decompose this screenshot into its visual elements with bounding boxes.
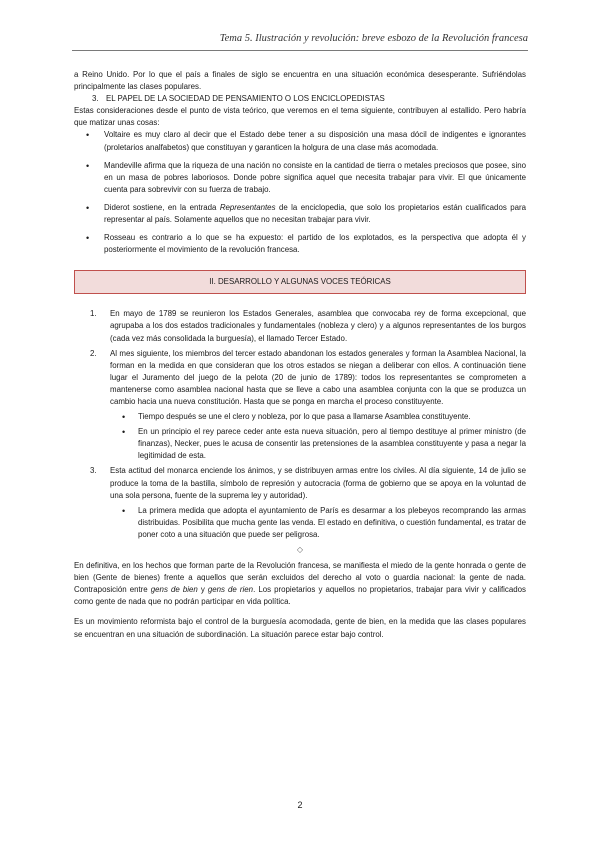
section-heading [74,93,526,105]
text-run: y [197,585,208,595]
diamond-divider: ◇ [296,545,304,554]
numbered-list [74,308,526,541]
numbered-item [90,465,526,541]
sub-list [110,411,526,462]
conclusion-paragraph [74,560,526,608]
text-run: Diderot sostiene, en la entrada [104,202,220,212]
text-run: de la enciclopedia, que solo los propietarios están cualificados para representar al país. Solamente aquellos que no necesitan trabajar para vivir. [104,202,526,225]
section-title: EL PAPEL DE LA SOCIEDAD DE PENSAMIENTO O LOS ENCICLOPEDISTAS [106,94,385,104]
running-header: Tema 5. Ilustración y revolución: breve esbozo de la Revolución francesa [219,33,528,44]
sub-list [110,505,526,541]
list-item: • Rosseau es contrario a lo que se ha expuesto: el partido de los explotados, es la perspectiva que adopta él y posteriormente el movimiento de la revolución francesa. [104,232,526,256]
closing-paragraph: Es un movimiento reformista bajo el control de la burguesía acomodada, gente de bien, en la medida que las clases populares se encuentran en una situación de subordinación. La situación parece estar bajo control. [74,617,526,639]
text-run: En definitiva, en los hechos que forman parte de la Revolución francesa, se manifiesta el miedo de la gente honrada o gente de bien (Gente de bienes) frente a aquellos que serán excluidos del derecho al voto o guardia nacional: la gente de nada. Contraposición entre [74,561,526,595]
section-intro: Estas consideraciones desde el punto de vista teórico, que veremos en el tema siguiente, contribuyen al estallido. Pero habría que matizar unas cosas: [74,106,526,128]
item-number: 3. [90,466,97,476]
list-item: • Mandeville afirma que la riqueza de una nación no consiste en la cantidad de tierra o metales preciosos que posee, sino en un masa de pobres laboriosos. Donde pobre significa aquel que necesita trabajar para vivir. El que únicamente cuenta para sobrevivir con su fuerza de trabajo. [104,160,526,196]
header-rule [72,50,528,51]
page-number: 2 [297,800,303,810]
item-text: Esta actitud del monarca enciende los ánimos, y se distribuyen armas entre los civiles. Al día siguiente, 14 de julio se produce la toma de la bastilla, símbolo de represión y autocracia (forma de gobierno que se apoya en la voluntad de una sola persona, fuente de la suprema ley y autoridad). [110,466,526,500]
numbered-item [90,348,526,463]
section-number: 3. [92,94,99,104]
list-item: • Voltaire es muy claro al decir que el Estado debe tener a su disposición una masa dócil de indigentes e ignorantes (proletarios analfabetos) que constituyan y garanticen la holgura de una clase más acomodada. [104,129,526,153]
list-item [104,202,526,226]
page-body [74,69,526,641]
enciclopedistas-list [74,129,526,256]
numbered-item [90,308,526,344]
sub-list-item: • Tiempo después se une el clero y nobleza, por lo que pasa a llamarse Asamblea constituyente. [138,411,526,423]
item-text: En mayo de 1789 se reunieron los Estados Generales, asamblea que convocaba rey de forma excepcional, que agrupaba a los dos estados tradicionales y fundamentales (nobleza y clero) y a algunos representantes de los burgos (cada vez más consolidada la burguesía), el llamado Tercer Estado. [110,309,526,343]
sub-list-item: • En un principio el rey parece ceder ante esta nueva situación, pero al tiempo destituye al primer ministro (de finanzas), Necker, pues le acusa de consentir las pretensiones de la asamblea constituyente y pasa a negar la legitimidad de esta. [138,426,526,462]
section-banner: II. DESARROLLO Y ALGUNAS VOCES TEÓRICAS [74,270,526,294]
text-run: . Los propietarios y aquellos no propietarios, trabajar para vivir y calificados como gente de nada que no podrán participar en vida política. [74,585,526,607]
item-number: 1. [90,309,97,319]
sub-list-item: • La primera medida que adopta el ayuntamiento de París es desarmar a los plebeyos recomprando las armas distribuidas. Posibilita que mucha gente las venda. El estado en definitiva, o cuestión fundamental, es tratar de poner coto a una situación que puede ser peligrosa. [138,505,526,541]
item-number: 2. [90,348,97,358]
italic-term: gens de rien [207,585,254,595]
item-text: Al mes siguiente, los miembros del tercer estado abandonan los estados generales y forman la Asamblea Nacional, la forman en la medida en que consideran que los otros estados se niegan a deliberar con ellos. A continuación tiene lugar el Juramento del juego de la pelota (20 de junio de 1789): todos los representantes se comprometen a mantenerse como asamblea nacional hasta que se lleve a cabo una asamblea conjunta con la que se produzca un cambio hacia una nueva constitución. Hasta que se ponga en marcha el proceso constituyente. [110,348,526,406]
intro-paragraph: a Reino Unido. Por lo que el país a finales de siglo se encuentra en una situación económica desesperante. Sufriéndolas principalmente las clases populares. [74,70,526,92]
italic-term: gens de bien [150,585,198,595]
italic-term: Representantes [219,202,276,212]
